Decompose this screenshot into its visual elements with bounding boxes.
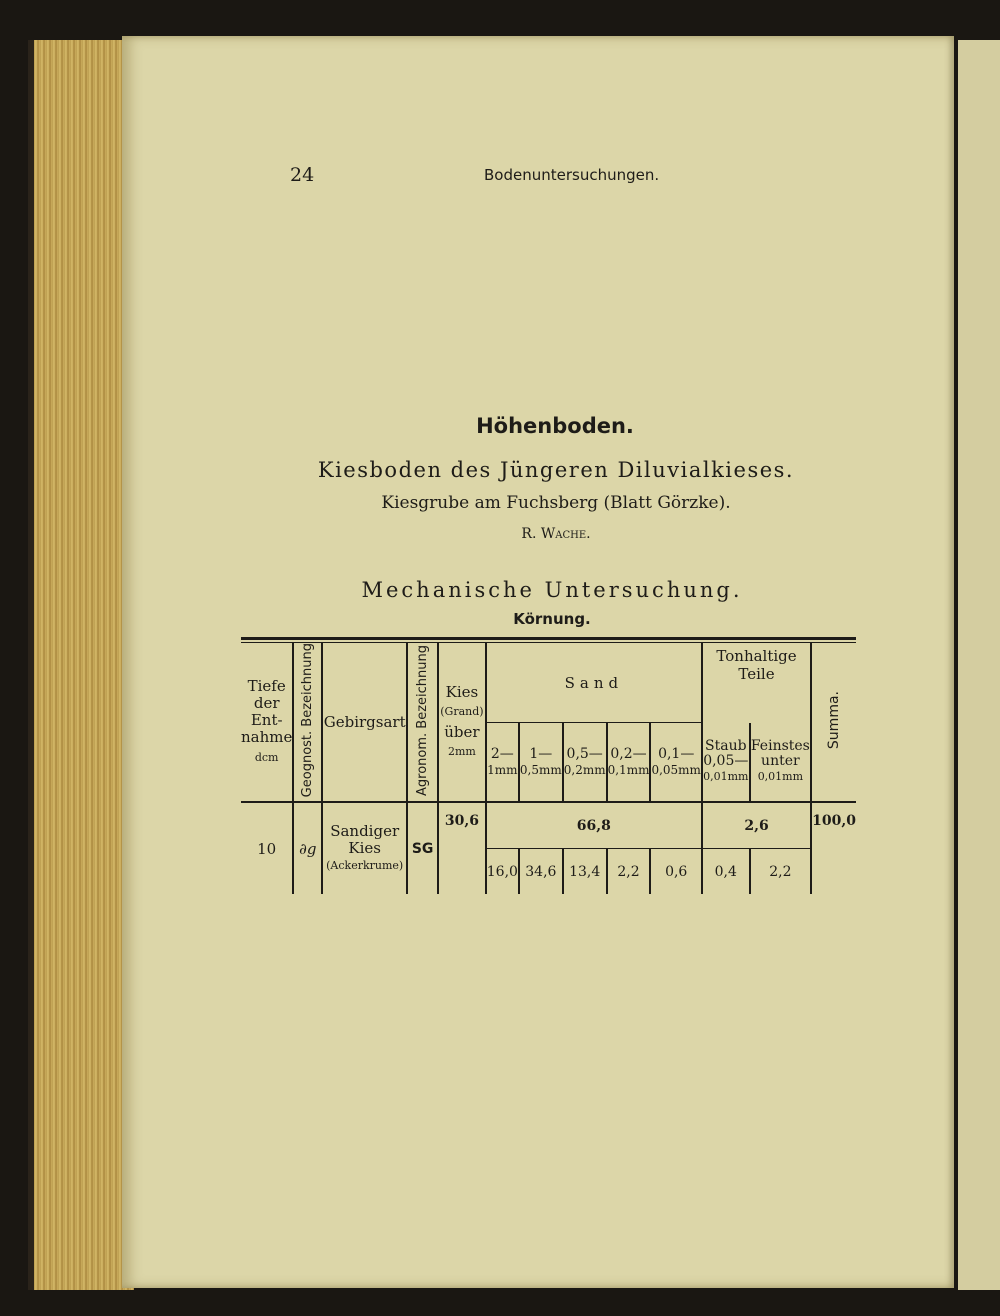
cell-sand-value: 0,6 — [650, 848, 701, 894]
cell-gebirgsart-line3: (Ackerkrume) — [326, 859, 404, 873]
header-gebirgsart: Gebirgsart — [322, 643, 407, 802]
cell-sand-total: 66,8 — [486, 802, 702, 848]
header-sand-col-line: 0,5— — [566, 746, 603, 763]
cell-sand-value: 34,6 — [519, 848, 563, 894]
header-geognost-label: Geognost. Bezeichnung — [300, 643, 316, 798]
header-kies-line1: Kies — [445, 683, 479, 702]
header-depth-line4: nahme — [241, 728, 293, 747]
header-sand-col-line: 1— — [529, 746, 553, 763]
header-sand-col — [563, 723, 607, 803]
header-sand-col — [607, 723, 651, 803]
book-page-edges — [28, 40, 134, 1290]
header-staub-line3: 0,01mm — [703, 770, 749, 784]
cell-gebirgsart-line2: Kies — [348, 839, 381, 858]
header-staub-line2: 0,05— — [703, 753, 749, 770]
header-sand-col-line: 0,05mm — [651, 763, 701, 778]
header-ton-line1: Tonhaltige — [716, 647, 797, 665]
header-kies-line2: (Grand) — [440, 705, 484, 719]
header-agronom-label: Agronom. Bezeichnung — [415, 644, 431, 796]
subtitle: Kiesboden des Jüngeren Diluvialkieses. — [317, 458, 795, 482]
header-summa-label: Summa. — [826, 691, 843, 750]
header-sand-col-line: 0,1— — [658, 746, 695, 763]
header-feinstes — [750, 723, 812, 803]
facing-page-edge — [958, 40, 1000, 1290]
cell-staub: 0,4 — [702, 848, 750, 894]
grain-table — [241, 637, 856, 894]
header-summa — [811, 643, 856, 802]
cell-kies: 30,6 — [438, 802, 486, 894]
header-sand-col-line: 0,5mm — [519, 763, 562, 778]
cell-ton-total: 2,6 — [702, 802, 811, 848]
cell-depth: 10 — [257, 839, 277, 858]
header-sand-col — [650, 723, 701, 803]
analysis-title: Mechanische Untersuchung. — [361, 578, 743, 602]
header-depth — [241, 643, 293, 802]
cell-feinstes: 2,2 — [750, 848, 812, 894]
header-staub-line1: Staub — [705, 738, 747, 755]
page-number: 24 — [290, 164, 315, 186]
header-ton-line2: Teile — [738, 665, 775, 683]
header-depth-line1: Tiefe — [247, 677, 286, 696]
header-sand-col-line: 2— — [490, 746, 514, 763]
cell-sand-value: 16,0 — [486, 848, 519, 894]
cell-gebirgsart-line1: Sandiger — [330, 822, 400, 841]
header-depth-line2: der — [253, 694, 280, 713]
header-staub — [702, 723, 750, 803]
header-sand-col-line: 0,2— — [610, 746, 647, 763]
header-kies-line4: 2mm — [447, 745, 476, 759]
header-sand: Sand — [486, 643, 702, 723]
cell-sand-value: 2,2 — [607, 848, 651, 894]
header-tonhaltig — [702, 643, 811, 723]
running-head: Bodenuntersuchungen. — [484, 166, 660, 184]
header-feinst-line3: 0,01mm — [757, 770, 804, 784]
location: Kiesgrube am Fuchsberg (Blatt Görzke). — [381, 493, 731, 513]
header-geognost — [293, 643, 322, 802]
header-feinst-line1: Feinstes — [750, 738, 810, 755]
author: R. Wache. — [521, 526, 591, 542]
header-sand-col — [519, 723, 563, 803]
cell-summa: 100,0 — [811, 802, 856, 894]
header-sand-col — [486, 723, 519, 803]
header-depth-unit: dcm — [254, 751, 279, 765]
cell-geognost: ∂g — [293, 802, 322, 894]
section-title: Höhenboden. — [476, 414, 634, 438]
header-agronom — [407, 643, 438, 802]
header-kies-line3: über — [444, 723, 480, 742]
header-feinst-line2: unter — [761, 753, 800, 770]
header-depth-line3: Ent- — [250, 711, 283, 730]
header-sand-col-line: 0,1mm — [607, 763, 650, 778]
grain-title: Körnung. — [513, 610, 591, 628]
table — [241, 643, 856, 894]
header-sand-col-line: 0,2mm — [563, 763, 606, 778]
header-sand-col-line: 1mm — [487, 763, 518, 778]
cell-agronom: SG — [407, 802, 438, 894]
cell-sand-value: 13,4 — [563, 848, 607, 894]
cell-gebirgsart — [322, 802, 407, 894]
header-kies — [438, 643, 486, 802]
